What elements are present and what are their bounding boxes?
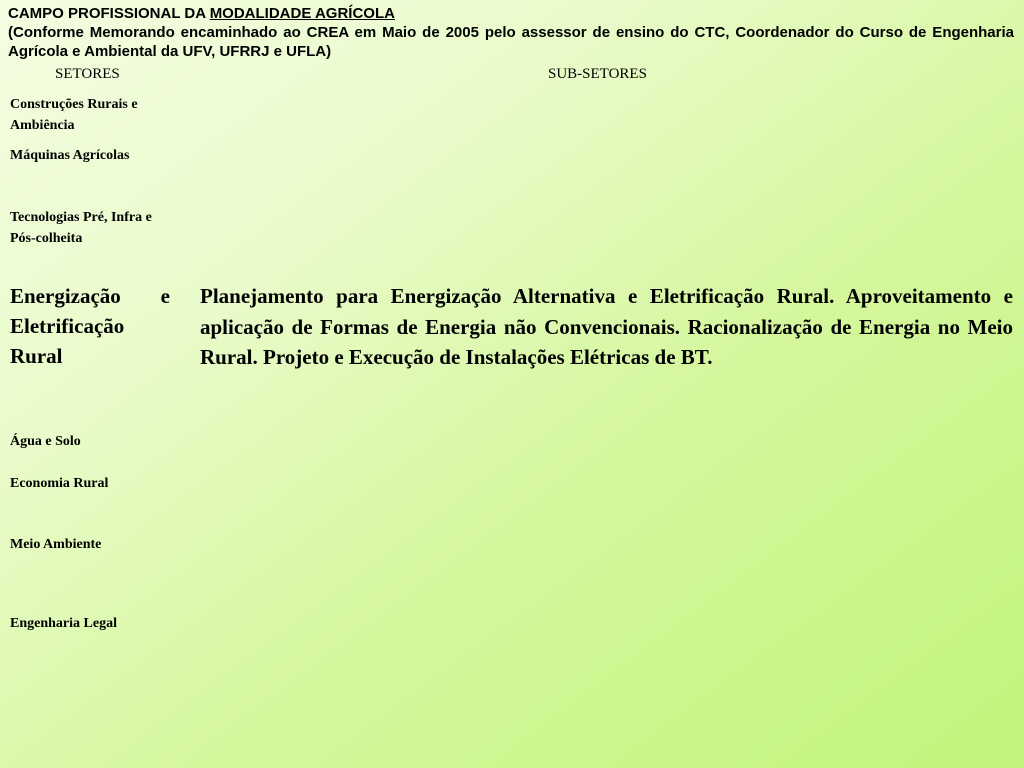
page-title <box>8 4 1014 23</box>
sector-agua-solo: Água e Solo <box>10 434 81 449</box>
sector-engenharia-legal: Engenharia Legal <box>10 616 117 631</box>
title-prefix: CAMPO PROFISSIONAL DA <box>8 5 210 22</box>
title-underlined: MODALIDADE AGRÍCOLA <box>209 5 395 22</box>
column-header-subsetores: SUB-SETORES <box>548 66 647 82</box>
column-header-setores: SETORES <box>55 66 120 82</box>
sector-meio-ambiente: Meio Ambiente <box>10 537 102 552</box>
sector-construcoes-rurais: Construções Rurais e Ambiência <box>10 97 138 133</box>
memo-note: (Conforme Memorando encaminhado ao CREA em Maio de 2005 pelo assessor de ensino do CTC, Coordenador do Curso de Engenharia Agrícola e Ambiental da UFV, UFRRJ e UFLA) <box>8 24 1014 60</box>
sector-economia-rural: Economia Rural <box>10 476 109 491</box>
sector-energizacao: Energização e Eletrificação Rural <box>10 284 170 368</box>
header <box>8 4 1014 61</box>
subsector-energizacao-text: Planejamento para Energização Alternativa e Eletrificação Rural. Aproveitamento e aplicação de Formas de Energia não Convencionais. Racionalização de Energia no Meio Rural. Projeto e Execução de Instalações Elétricas de BT. <box>200 284 1013 369</box>
sector-tecnologias-colheita: Tecnologias Pré, Infra e Pós-colheita <box>10 210 152 246</box>
sector-maquinas-agricolas: Máquinas Agrícolas <box>10 148 130 163</box>
